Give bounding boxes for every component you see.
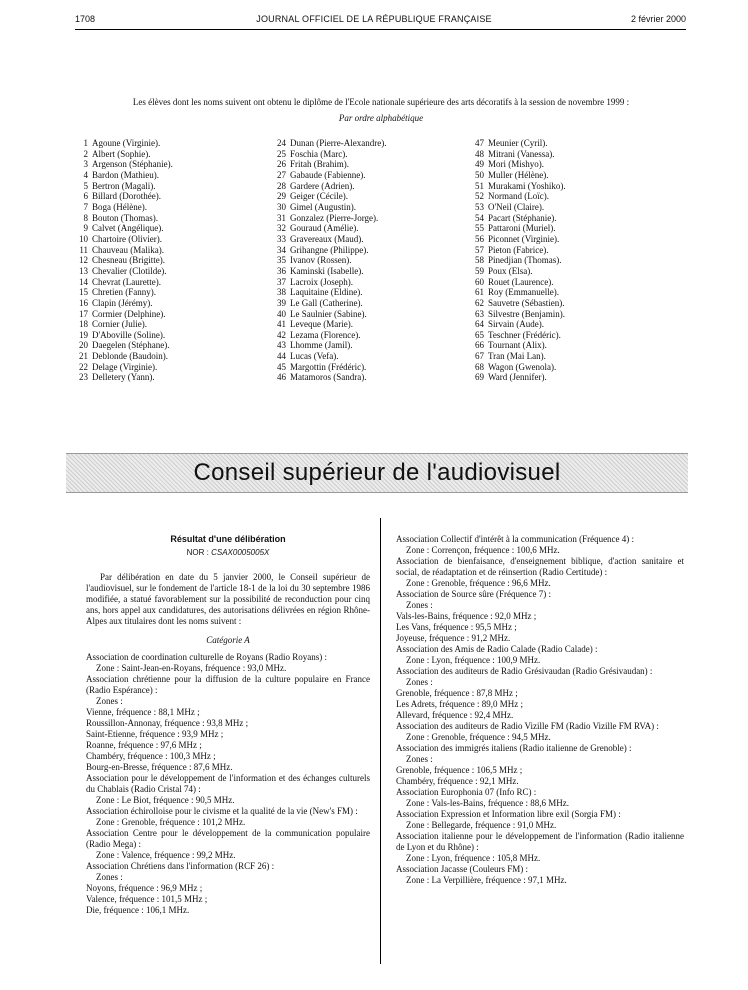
left-entries-list <box>86 652 370 916</box>
name-entry-number: 40 <box>277 308 286 319</box>
name-entry-text: Chauveau (Malika). <box>92 244 164 255</box>
frequency-entry: Chambéry, fréquence : 92,1 MHz. <box>396 776 519 786</box>
name-entry <box>466 234 666 245</box>
name-entry-number: 9 <box>83 223 88 234</box>
journal-title: JOURNAL OFFICIEL DE LA RÉPUBLIQUE FRANÇAISE <box>256 14 492 24</box>
name-entry <box>268 298 468 309</box>
name-entry <box>466 191 666 202</box>
name-entry-number: 42 <box>277 329 286 340</box>
name-entry-number: 47 <box>475 138 484 148</box>
name-entry <box>70 309 270 320</box>
name-entry-text: Gravereaux (Maud). <box>290 233 364 244</box>
header-rule <box>75 29 686 30</box>
name-entry-number: 25 <box>277 148 286 159</box>
page-number: 1708 <box>75 14 96 24</box>
frequency-entry: Les Adrets, fréquence : 89,0 MHz ; <box>396 699 523 709</box>
name-entry-text: Chevrat (Laurette). <box>92 276 161 287</box>
name-entry-number: 33 <box>277 233 286 244</box>
name-entry-number: 38 <box>277 287 286 298</box>
nor-label: NOR : <box>186 548 209 557</box>
name-entry <box>466 330 666 341</box>
name-entry-text: Billard (Dorothée). <box>92 191 161 202</box>
name-entry-text: Gonzalez (Pierre-Jorge). <box>290 212 379 223</box>
name-entry <box>268 138 468 149</box>
frequency-entry: Allevard, fréquence : 92,4 MHz. <box>396 710 514 720</box>
association-entry: Association de coordination culturelle de Royans (Radio Royans) : <box>86 652 327 662</box>
intro-text: Les élèves dont les noms suivent ont obtenu le diplôme de l'Ecole nationale supérieure des arts décoratifs à la session de novembre 1999 : <box>132 97 630 107</box>
name-entry-text: Chesneau (Brigitte). <box>92 255 165 266</box>
name-entry <box>70 223 270 234</box>
association-entry: Association Chrétiens dans l'information (RCF 26) : <box>86 861 275 871</box>
name-entry <box>70 287 270 298</box>
name-entry-number: 2 <box>83 148 88 159</box>
name-entry <box>70 372 270 383</box>
frequency-entry: Joyeuse, fréquence : 91,2 MHz. <box>396 633 511 643</box>
name-entry <box>70 255 270 266</box>
name-entry-text: Delletery (Yann). <box>92 372 155 383</box>
association-entry: Association pour le développement de l'information et des échanges culturels du Chablais (Radio Cristal 74) : <box>86 773 370 794</box>
zone-entry: Zone : Lyon, fréquence : 105,8 MHz. <box>406 853 541 863</box>
name-entry <box>70 213 270 224</box>
name-entry-number: 66 <box>475 340 484 351</box>
name-entry-number: 55 <box>475 223 484 234</box>
name-entry-text: Roy (Emmanuelle). <box>488 287 559 298</box>
name-entry <box>466 181 666 192</box>
frequency-entry: Les Vans, fréquence : 95,5 MHz ; <box>396 622 517 632</box>
name-entry-text: Bertron (Magali). <box>92 180 156 191</box>
name-entry <box>70 159 270 170</box>
name-entry <box>70 181 270 192</box>
name-entry-number: 64 <box>475 319 484 330</box>
name-entry <box>466 340 666 351</box>
name-entry-text: Pieton (Fabrice). <box>488 244 549 255</box>
name-entry <box>70 330 270 341</box>
name-entry <box>466 245 666 256</box>
intro-subtitle: Par ordre alphabétique <box>338 113 424 123</box>
name-entry-number: 7 <box>83 201 88 212</box>
frequency-entry: Grenoble, fréquence : 87,8 MHz ; <box>396 688 518 698</box>
name-entry-text: Cormier (Delphine). <box>92 308 166 319</box>
name-entry-number: 39 <box>277 297 286 308</box>
zone-entry: Zone : Grenoble, fréquence : 101,2 MHz. <box>96 817 246 827</box>
name-entry-text: Grihangne (Philippe). <box>290 244 369 255</box>
name-entry-number: 16 <box>79 297 88 308</box>
name-entry-number: 57 <box>475 244 484 255</box>
name-entry-text: Foschia (Marc). <box>290 148 348 159</box>
name-entry-text: Meunier (Cyril). <box>488 138 548 148</box>
name-entry <box>70 340 270 351</box>
name-entry <box>466 319 666 330</box>
banner-title: Conseil supérieur de l'audiovisuel <box>193 459 561 486</box>
name-entry <box>466 266 666 277</box>
name-entry-number: 19 <box>79 329 88 340</box>
nor-reference <box>86 547 370 558</box>
association-entry: Association chrétienne pour la diffusion de la culture populaire en France (Radio Espérance) : <box>86 674 370 695</box>
name-entry-text: Agoune (Virginie). <box>92 138 161 148</box>
name-entry <box>70 170 270 181</box>
name-entry-number: 5 <box>83 180 88 191</box>
name-entry-text: Calvet (Angélique). <box>92 223 164 234</box>
frequency-entry: Valence, fréquence : 101,5 MHz ; <box>86 894 208 904</box>
name-entry-number: 56 <box>475 233 484 244</box>
name-entry <box>466 309 666 320</box>
name-entry <box>466 202 666 213</box>
name-entry-number: 8 <box>83 212 88 223</box>
name-entry-number: 11 <box>79 244 88 255</box>
category-heading: Catégorie A <box>206 635 250 645</box>
deliberation-paragraph: Par délibération en date du 5 janvier 2000, le Conseil supérieur de l'audiovisuel, sur le fondement de l'article 18-1 de la loi du 30 septembre 1986 modifiée, a statué favorablement sur la possibilité de reconduction pour cinq ans, hors appel aux candidatures, des autorisations délivrées en région Rhône-Alpes aux titulaires dont les noms suivent : <box>86 572 370 626</box>
name-entry-text: Fritah (Brahim). <box>290 159 349 170</box>
name-entry-text: Matamoros (Sandra). <box>290 372 367 383</box>
name-entry-text: O'Neil (Claire). <box>488 201 545 212</box>
name-entry <box>268 277 468 288</box>
name-entry-text: Geiger (Cécile). <box>290 191 348 202</box>
frequency-entry: Bourg-en-Bresse, fréquence : 87,6 MHz. <box>86 762 233 772</box>
name-entry-number: 4 <box>83 169 88 180</box>
name-entry-text: Argenson (Stéphanie). <box>92 159 173 170</box>
name-entry-number: 23 <box>79 372 88 383</box>
association-entry: Association Centre pour le développement de la communication populaire (Radio Mega) : <box>86 828 370 849</box>
name-entry <box>268 319 468 330</box>
association-entry: Association italienne pour le développement de l'information (Radio italienne de Lyon et du Rhône) : <box>396 831 684 852</box>
zone-entry: Zones : <box>406 600 433 610</box>
name-entry <box>70 277 270 288</box>
name-entry-number: 51 <box>475 180 484 191</box>
name-entry <box>466 255 666 266</box>
name-entry-text: Gouraud (Amélie). <box>290 223 359 234</box>
name-entry-number: 58 <box>475 255 484 266</box>
name-entry-number: 17 <box>79 308 88 319</box>
nor-value: CSAX0005005X <box>211 548 270 557</box>
name-entry-text: Laquitaine (Eldine). <box>290 287 363 298</box>
frequency-entry: Die, fréquence : 106,1 MHz. <box>86 905 190 915</box>
names-column-3 <box>466 138 666 383</box>
name-entry-number: 49 <box>475 159 484 170</box>
name-entry <box>466 362 666 373</box>
name-entry <box>466 170 666 181</box>
association-entry: Association des auditeurs de Radio Grésivaudan (Radio Grésivaudan) : <box>396 666 653 676</box>
name-entry-text: Chretien (Fanny). <box>92 287 156 298</box>
name-entry-number: 46 <box>277 372 286 383</box>
zone-entry: Zones : <box>96 696 123 706</box>
name-entry-number: 3 <box>83 159 88 170</box>
name-entry-text: Le Saulnier (Sabine). <box>290 308 367 319</box>
name-entry <box>70 234 270 245</box>
name-entry-text: Piconnet (Virginie). <box>488 233 560 244</box>
name-entry-number: 29 <box>277 191 286 202</box>
association-entry: Association de Source sûre (Fréquence 7) : <box>396 589 551 599</box>
name-entry-number: 48 <box>475 148 484 159</box>
name-entry <box>268 340 468 351</box>
zone-entry: Zone : Bellegarde, fréquence : 91,0 MHz. <box>406 820 557 830</box>
name-entry-number: 44 <box>277 351 286 362</box>
zone-entry: Zone : Lyon, fréquence : 100,9 MHz. <box>406 655 541 665</box>
name-entry <box>466 298 666 309</box>
name-entry-text: Mori (Mishyo). <box>488 159 544 170</box>
name-entry-text: Rouet (Laurence). <box>488 276 554 287</box>
name-entry <box>268 266 468 277</box>
name-entry-text: Lhomme (Jamil). <box>290 340 353 351</box>
name-entry-number: 63 <box>475 308 484 319</box>
frequency-entry: Grenoble, fréquence : 106,5 MHz ; <box>396 765 523 775</box>
name-entry-text: Le Gall (Catherine). <box>290 297 363 308</box>
name-entry-text: Margottin (Frédéric). <box>290 361 367 372</box>
name-entry-number: 50 <box>475 169 484 180</box>
name-entry-number: 53 <box>475 201 484 212</box>
name-entry-number: 30 <box>277 201 286 212</box>
name-entry-number: 37 <box>277 276 286 287</box>
name-entry <box>268 287 468 298</box>
name-entry-number: 35 <box>277 255 286 266</box>
frequency-entry: Roussillon-Annonay, fréquence : 93,8 MHz ; <box>86 718 249 728</box>
name-entry-text: Lacroix (Joseph). <box>290 276 353 287</box>
name-entry <box>70 362 270 373</box>
zone-entry: Zone : Corrençon, fréquence : 100,6 MHz. <box>406 545 560 555</box>
issue-date: 2 février 2000 <box>630 14 686 24</box>
name-entry <box>466 223 666 234</box>
association-entry: Association Europhonia 07 (Info RC) : <box>396 787 537 797</box>
name-entry-text: Pinedjian (Thomas). <box>488 255 562 266</box>
name-entry-text: Pacart (Stéphanie). <box>488 212 557 223</box>
name-entry-text: Murakami (Yoshiko). <box>488 180 566 191</box>
name-entry <box>70 138 270 149</box>
name-entry-number: 22 <box>79 361 88 372</box>
name-entry <box>268 149 468 160</box>
association-entry: Association des Amis de Radio Calade (Radio Calade) : <box>396 644 598 654</box>
name-entry-text: Delage (Virginie). <box>92 361 158 372</box>
name-entry <box>466 277 666 288</box>
name-entry-text: Dunan (Pierre-Alexandre). <box>290 138 387 148</box>
section-banner <box>66 453 688 493</box>
name-entry-number: 60 <box>475 276 484 287</box>
name-entry-text: Albert (Sophie). <box>92 148 151 159</box>
name-entry <box>268 202 468 213</box>
name-entry <box>466 149 666 160</box>
name-entry <box>466 351 666 362</box>
name-entry-number: 45 <box>277 361 286 372</box>
name-entry-number: 36 <box>277 265 286 276</box>
name-entry-number: 20 <box>79 340 88 351</box>
name-entry-text: Mitrani (Vanessa). <box>488 148 555 159</box>
name-entry <box>268 191 468 202</box>
name-entry-text: Lezama (Florence). <box>290 329 361 340</box>
name-entry-text: Chevalier (Clotilde). <box>92 265 167 276</box>
name-entry <box>70 245 270 256</box>
name-entry-text: Bouton (Thomas). <box>92 212 158 223</box>
name-entry <box>268 255 468 266</box>
zone-entry: Zone : Le Biot, fréquence : 90,5 MHz. <box>96 795 235 805</box>
name-entry <box>466 287 666 298</box>
name-entry-number: 34 <box>277 244 286 255</box>
name-entry-text: Ivanov (Rossen). <box>290 255 352 266</box>
association-entry: Association Collectif d'intérêt à la communication (Fréquence 4) : <box>396 534 635 544</box>
name-entry <box>466 372 666 383</box>
name-entry-text: Boga (Hélène). <box>92 201 147 212</box>
name-entry-text: Pattaroni (Muriel). <box>488 223 556 234</box>
name-entry-number: 10 <box>79 233 88 244</box>
name-entry <box>268 213 468 224</box>
zone-entry: Zone : Valence, fréquence : 99,2 MHz. <box>96 850 236 860</box>
name-entry-number: 62 <box>475 297 484 308</box>
name-entry-text: Cornier (Julie). <box>92 319 147 330</box>
name-entry <box>268 362 468 373</box>
name-entry-text: Deblonde (Baudoin). <box>92 351 168 362</box>
frequency-entry: Vals-les-Bains, fréquence : 92,0 MHz ; <box>396 611 537 621</box>
zone-entry: Zones : <box>406 754 433 764</box>
zone-entry: Zone : Grenoble, fréquence : 96,6 MHz. <box>406 578 551 588</box>
zone-entry: Zone : Vals-les-Bains, fréquence : 88,6 MHz. <box>406 798 570 808</box>
association-entry: Association des immigrés italiens (Radio italienne de Grenoble) : <box>396 743 632 753</box>
page-header <box>0 8 748 30</box>
name-entry-text: Gardere (Adrien). <box>290 180 355 191</box>
association-entry: Association Jacasse (Couleurs FM) : <box>396 864 528 874</box>
name-entry-text: Gimel (Augustin). <box>290 201 356 212</box>
name-entry-text: Gabaude (Fabienne). <box>290 169 366 180</box>
name-entry <box>70 202 270 213</box>
name-entry <box>70 149 270 160</box>
name-entry-number: 69 <box>475 372 484 383</box>
name-entry-text: Poux (Elsa). <box>488 265 533 276</box>
name-entry-text: Normand (Loïc). <box>488 191 549 202</box>
name-entry-text: Bardon (Mathieu). <box>92 169 159 180</box>
name-entry-text: Teschner (Frédéric). <box>488 329 561 340</box>
zone-entry: Zone : La Verpillière, fréquence : 97,1 MHz. <box>406 875 567 885</box>
name-entry-number: 1 <box>83 138 88 148</box>
name-entry-number: 68 <box>475 361 484 372</box>
association-entry: Association de bienfaisance, d'enseignement biblique, d'action sanitaire et social, de réadaptation et de réinsertion (Radio Certitude) : <box>396 556 684 577</box>
name-entry <box>268 351 468 362</box>
name-entry-number: 43 <box>277 340 286 351</box>
right-entries-list <box>396 534 684 886</box>
name-entry-number: 24 <box>277 138 286 148</box>
name-entry-number: 41 <box>277 319 286 330</box>
name-entry <box>466 213 666 224</box>
name-entry-text: Tournant (Alix). <box>488 340 547 351</box>
name-entry <box>268 330 468 341</box>
name-entry-number: 13 <box>79 265 88 276</box>
left-text-column <box>86 534 370 916</box>
name-entry-text: Sirvain (Aude). <box>488 319 544 330</box>
name-entry-number: 67 <box>475 351 484 362</box>
name-entry-number: 54 <box>475 212 484 223</box>
name-entry <box>70 351 270 362</box>
name-entry <box>268 234 468 245</box>
name-entry-number: 28 <box>277 180 286 191</box>
frequency-entry: Vienne, fréquence : 88,1 MHz ; <box>86 707 200 717</box>
name-entry-text: D'Aboville (Soline). <box>92 329 166 340</box>
name-entry-text: Daegelen (Stéphane). <box>92 340 170 351</box>
frequency-entry: Noyons, fréquence : 96,9 MHz ; <box>86 883 203 893</box>
name-entry <box>70 298 270 309</box>
name-entry-number: 65 <box>475 329 484 340</box>
name-entry-number: 61 <box>475 287 484 298</box>
zone-entry: Zone : Saint-Jean-en-Royans, fréquence : 93,0 MHz. <box>96 663 287 673</box>
name-entry <box>70 266 270 277</box>
name-entry <box>268 309 468 320</box>
name-entry-number: 32 <box>277 223 286 234</box>
name-entry-number: 59 <box>475 265 484 276</box>
name-entry-text: Muller (Hélène). <box>488 169 549 180</box>
name-entry-number: 26 <box>277 159 286 170</box>
name-entry-number: 18 <box>79 319 88 330</box>
name-entry-text: Wagon (Gwenola). <box>488 361 557 372</box>
name-entry-text: Chartoire (Olivier). <box>92 233 162 244</box>
name-entry-number: 31 <box>277 212 286 223</box>
name-entry-text: Tran (Mai Lan). <box>488 351 546 362</box>
name-entry-number: 6 <box>83 191 88 202</box>
section-title: Résultat d'une délibération <box>170 534 286 544</box>
name-entry-text: Sauvetre (Sébastien). <box>488 297 565 308</box>
name-entry-text: Clapin (Jérémy). <box>92 297 153 308</box>
name-entry-text: Ward (Jennifer). <box>488 372 547 383</box>
name-entry <box>466 138 666 149</box>
name-entry-number: 27 <box>277 169 286 180</box>
name-entry-text: Lucas (Vefa). <box>290 351 339 362</box>
name-entry <box>70 191 270 202</box>
name-entry-text: Kaminski (Isabelle). <box>290 265 364 276</box>
names-column-2 <box>268 138 468 383</box>
association-entry: Association Expression et Information libre exil (Sorgia FM) : <box>396 809 621 819</box>
name-entry <box>466 159 666 170</box>
column-divider <box>380 518 381 964</box>
frequency-entry: Roanne, fréquence : 97,6 MHz ; <box>86 740 202 750</box>
right-text-column <box>396 534 684 886</box>
name-entry <box>268 181 468 192</box>
association-entry: Association des auditeurs de Radio Vizille FM (Radio Vizille FM RVA) : <box>396 721 659 731</box>
name-entry-number: 52 <box>475 191 484 202</box>
names-column-1 <box>70 138 270 383</box>
name-entry-text: Leveque (Marie). <box>290 319 353 330</box>
name-entry <box>268 170 468 181</box>
name-entry-number: 15 <box>79 287 88 298</box>
zone-entry: Zones : <box>406 677 433 687</box>
name-entry <box>70 319 270 330</box>
zone-entry: Zones : <box>96 872 123 882</box>
frequency-entry: Chambéry, fréquence : 100,3 MHz ; <box>86 751 216 761</box>
name-entry <box>268 159 468 170</box>
name-entry-number: 14 <box>79 276 88 287</box>
association-entry: Association échirolloise pour le civisme et la qualité de la vie (New's FM) : <box>86 806 358 816</box>
frequency-entry: Saint-Etienne, fréquence : 93,9 MHz ; <box>86 729 224 739</box>
name-entry <box>268 372 468 383</box>
name-entry-text: Silvestre (Benjamin). <box>488 308 565 319</box>
name-entry <box>268 245 468 256</box>
zone-entry: Zone : Grenoble, fréquence : 94,5 MHz. <box>406 732 551 742</box>
name-entry-number: 12 <box>79 255 88 266</box>
name-entry <box>268 223 468 234</box>
name-entry-number: 21 <box>79 351 88 362</box>
